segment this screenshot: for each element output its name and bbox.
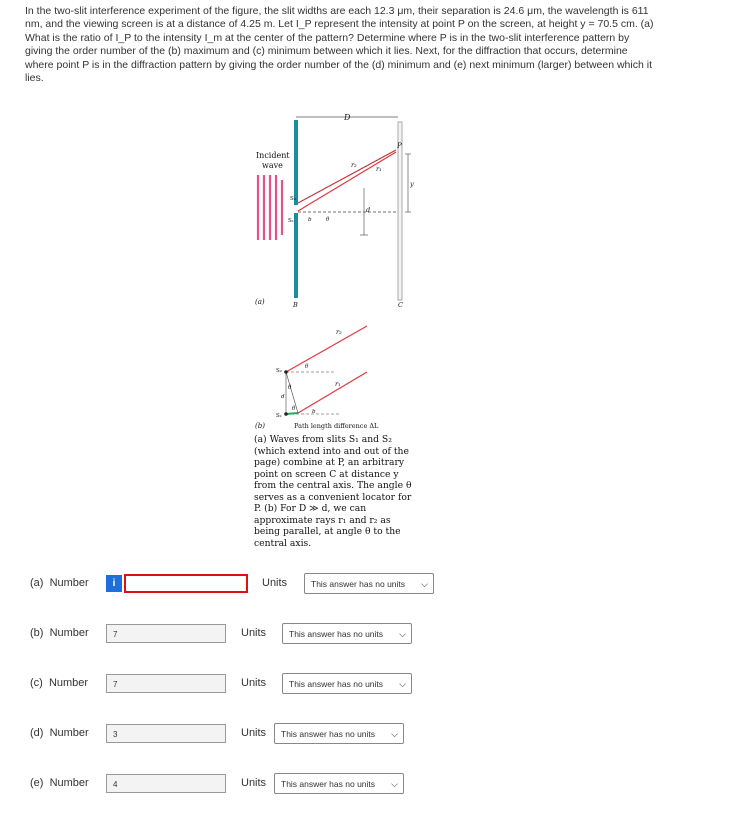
label-d: d	[366, 206, 371, 214]
chevron-down-icon: ⌵	[399, 679, 406, 689]
label-D: D	[344, 113, 351, 122]
answer-row-b	[0, 622, 740, 646]
units-label-c: Units	[241, 677, 267, 689]
answer-label-d: (d) Number	[30, 727, 89, 739]
ray-r2-parallel	[286, 326, 367, 372]
label-S2: S₂	[290, 196, 296, 202]
units-select-e[interactable]: This answer has no units ⌵	[274, 773, 404, 794]
answer-row-c	[0, 672, 740, 696]
label-P: P	[397, 142, 402, 150]
answer-input-d[interactable]: 3	[106, 724, 226, 743]
figure-caption: (a) Waves from slits S₁ and S₂ (which extend into and out of the page) combine at P, an arbitrary point on screen C at distance y from the central axis. The angle θ serves as a convenient locator for P. (b) For D ≫ d, we can approximate rays r₁ and r₂ as being parallel, at angle θ to the central axis.	[254, 434, 412, 549]
barrier-top	[294, 120, 298, 205]
label-B: B	[293, 301, 298, 309]
units-label-d: Units	[241, 727, 267, 739]
chevron-down-icon: ⌵	[421, 579, 428, 589]
label-theta-b1: θ	[305, 364, 309, 370]
label-path-difference: Path length difference ΔL	[294, 422, 379, 430]
chevron-down-icon: ⌵	[391, 729, 398, 739]
answer-row-d	[0, 722, 740, 746]
label-C: C	[398, 301, 403, 309]
answer-input-e[interactable]: 4	[106, 774, 226, 793]
label-part-b: (b)	[255, 422, 265, 430]
answer-label-c: (c) Number	[30, 677, 89, 689]
label-r1: r₁	[376, 165, 382, 173]
label-S1-b: S₁	[276, 413, 282, 419]
answer-label-e: (e) Number	[30, 777, 89, 789]
label-part-a: (a)	[255, 298, 265, 306]
label-r2-b: r₂	[336, 328, 342, 336]
answer-input-c[interactable]: 7	[106, 674, 226, 693]
label-theta-b3: θ	[292, 406, 296, 412]
units-select-a[interactable]: This answer has no units ⌵	[304, 573, 434, 594]
label-y: y	[410, 180, 414, 188]
barrier-bottom	[294, 213, 298, 298]
answer-input-a[interactable]	[124, 574, 248, 593]
info-icon[interactable]: i	[106, 575, 122, 592]
answer-row-e	[0, 772, 740, 796]
label-b-b: b	[312, 409, 316, 415]
label-b: b	[308, 217, 312, 223]
units-label-a: Units	[262, 577, 288, 589]
answer-label-b: (b) Number	[30, 627, 89, 639]
units-select-d[interactable]: This answer has no units ⌵	[274, 723, 404, 744]
label-wave: wave	[262, 161, 283, 170]
path-difference-segment	[286, 413, 298, 414]
answer-row-a	[0, 572, 740, 596]
answer-label-a: (a) Number	[30, 577, 89, 589]
ray-r1	[298, 152, 396, 211]
label-theta-b2: θ	[288, 385, 292, 391]
label-r2: r₂	[351, 161, 357, 169]
units-select-b[interactable]: This answer has no units ⌵	[282, 623, 412, 644]
label-S2-b: S₂	[276, 368, 282, 374]
label-theta: θ	[326, 217, 330, 223]
answer-input-b[interactable]: 7	[106, 624, 226, 643]
incident-wavefronts	[258, 175, 282, 240]
units-label-b: Units	[241, 627, 267, 639]
chevron-down-icon: ⌵	[399, 629, 406, 639]
units-select-c[interactable]: This answer has no units ⌵	[282, 673, 412, 694]
problem-statement: In the two-slit interference experiment of the figure, the slit widths are each 12.3 μm, their separation is 24.6 μm, the wavelength is 611 nm, and the viewing screen is at a distance of 4.25 m. Let I_P represent the intensity at point P on the screen, at height y = 70.5 cm. (a) What is the ratio of I_P to the intensity I_m at the center of the pattern? Determine where P is in the two-slit interference pattern by giving the order number of the (b) maximum and (c) minimum between which it lies. Next, for the diffraction that occurs, determine where point P is in the diffraction pattern by giving the order number of the (d) minimum and (e) next minimum (larger) between which it lies.	[25, 5, 654, 85]
chevron-down-icon: ⌵	[391, 779, 398, 789]
label-incident: Incident	[256, 151, 290, 160]
units-label-e: Units	[241, 777, 267, 789]
label-S1: S₁	[288, 218, 294, 224]
label-d-b: d	[281, 394, 285, 400]
ray-r1-parallel	[298, 372, 367, 413]
label-r1-b: r₁	[335, 380, 341, 388]
